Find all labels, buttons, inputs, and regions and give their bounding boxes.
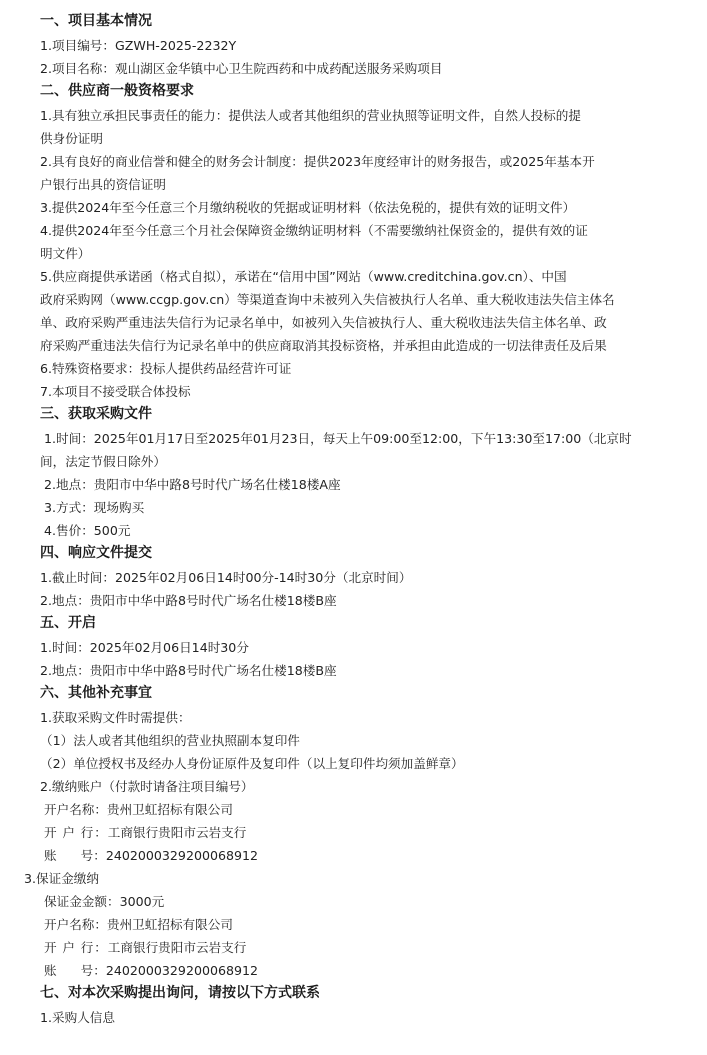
project-number: 1.项目编号：GZWH-2025-2232Y (40, 38, 237, 53)
account-number-label: 账 号： (44, 963, 106, 978)
account-bank-label: 开 户 行： (44, 825, 108, 840)
account-1-number-row (44, 844, 258, 867)
section-heading-opening: 五、开启 (40, 615, 96, 631)
submission-place: 2.地点：贵阳市中华中路8号时代广场名仕楼18楼B座 (40, 593, 337, 608)
required-material-2: （2）单位授权书及经办人身份证原件及复印件（以上复印件均须加盖鲜章） (40, 756, 464, 771)
submission-deadline: 1.截止时间：2025年02月06日14时00分-14时30分（北京时间） (40, 570, 412, 585)
account-bank-value: 工商银行贵阳市云岩支行 (107, 940, 247, 955)
qualification-5-line-3: 单、政府采购严重违法失信行为记录名单中，如被列入失信被执行人、重大税收违法失信主体名单、政 (40, 315, 607, 330)
section-heading-inquiry-contact: 七、对本次采购提出询问，请按以下方式联系 (40, 985, 320, 1001)
account-2-bank-row (44, 936, 246, 959)
qualification-5-line-4: 府采购严重违法失信行为记录名单中的供应商取消其投标资格，并承担由此造成的一切法律责任及后果 (40, 338, 607, 353)
payment-account-heading: 2.缴纳账户（付款时请备注项目编号） (40, 779, 254, 794)
obtain-time-line-1: 1.时间：2025年01月17日至2025年01月23日，每天上午09:00至12:00，下午13:30至17:00（北京时 (44, 431, 632, 446)
account-name-value: 贵州卫虹招标有限公司 (106, 917, 233, 932)
purchaser-info-heading: 1.采购人信息 (40, 1010, 115, 1025)
obtain-place: 2.地点：贵阳市中华中路8号时代广场名仕楼18楼A座 (44, 477, 341, 492)
account-2-name-row (44, 913, 233, 936)
required-materials-intro: 1.获取采购文件时需提供： (40, 710, 191, 725)
obtain-price: 4.售价：500元 (44, 523, 131, 538)
section-heading-qualifications: 二、供应商一般资格要求 (40, 83, 194, 99)
qualification-3: 3.提供2024年至今任意三个月缴纳税收的凭据或证明材料（依法免税的，提供有效的证明文件） (40, 200, 576, 215)
opening-place: 2.地点：贵阳市中华中路8号时代广场名仕楼18楼B座 (40, 663, 337, 678)
account-bank-value: 工商银行贵阳市云岩支行 (107, 825, 247, 840)
section-heading-basic-info: 一、项目基本情况 (40, 13, 152, 29)
section-heading-obtain-documents: 三、获取采购文件 (40, 406, 152, 422)
qualification-5-line-2: 政府采购网（www.ccgp.gov.cn）等渠道查询中未被列入失信被执行人名单、重大税收违法失信主体名 (40, 292, 615, 307)
qualification-1-line-1: 1.具有独立承担民事责任的能力：提供法人或者其他组织的营业执照等证明文件，自然人投标的提 (40, 108, 581, 123)
qualification-2-line-1: 2.具有良好的商业信誉和健全的财务会计制度：提供2023年度经审计的财务报告，或2025年基本开 (40, 154, 595, 169)
section-heading-other-matters: 六、其他补充事宜 (40, 685, 152, 701)
account-number-label: 账 号： (44, 848, 106, 863)
account-name-value: 贵州卫虹招标有限公司 (106, 802, 233, 817)
account-number-value: 2402000329200068912 (105, 848, 259, 863)
obtain-method: 3.方式：现场购买 (44, 500, 145, 515)
section-heading-submission: 四、响应文件提交 (40, 545, 152, 561)
qualification-4-line-2: 明文件） (40, 246, 91, 261)
qualification-7: 7.本项目不接受联合体投标 (40, 384, 191, 399)
opening-time: 1.时间：2025年02月06日14时30分 (40, 640, 249, 655)
account-1-bank-row (44, 821, 246, 844)
account-name-label: 开户名称： (44, 917, 107, 932)
required-material-1: （1）法人或者其他组织的营业执照副本复印件 (40, 733, 300, 748)
qualification-4-line-1: 4.提供2024年至今任意三个月社会保障资金缴纳证明材料（不需要缴纳社保资金的，提供有效的证 (40, 223, 588, 238)
qualification-2-line-2: 户银行出具的资信证明 (40, 177, 166, 192)
account-1-name-row (44, 798, 233, 821)
account-bank-label: 开 户 行： (44, 940, 108, 955)
obtain-time-line-2: 间，法定节假日除外） (40, 454, 166, 469)
qualification-5-line-1: 5.供应商提供承诺函（格式自拟），承诺在“信用中国”网站（www.creditchina.gov.cn）、中国 (40, 269, 567, 284)
deposit-heading: 3.保证金缴纳 (24, 871, 99, 886)
qualification-1-line-2: 供身份证明 (40, 131, 103, 146)
account-name-label: 开户名称： (44, 802, 107, 817)
account-number-value: 2402000329200068912 (105, 963, 259, 978)
qualification-6: 6.特殊资格要求：投标人提供药品经营许可证 (40, 361, 292, 376)
deposit-amount: 保证金金额：3000元 (44, 894, 165, 909)
account-2-number-row (44, 959, 258, 982)
project-name: 2.项目名称：观山湖区金华镇中心卫生院西药和中成药配送服务采购项目 (40, 61, 443, 76)
